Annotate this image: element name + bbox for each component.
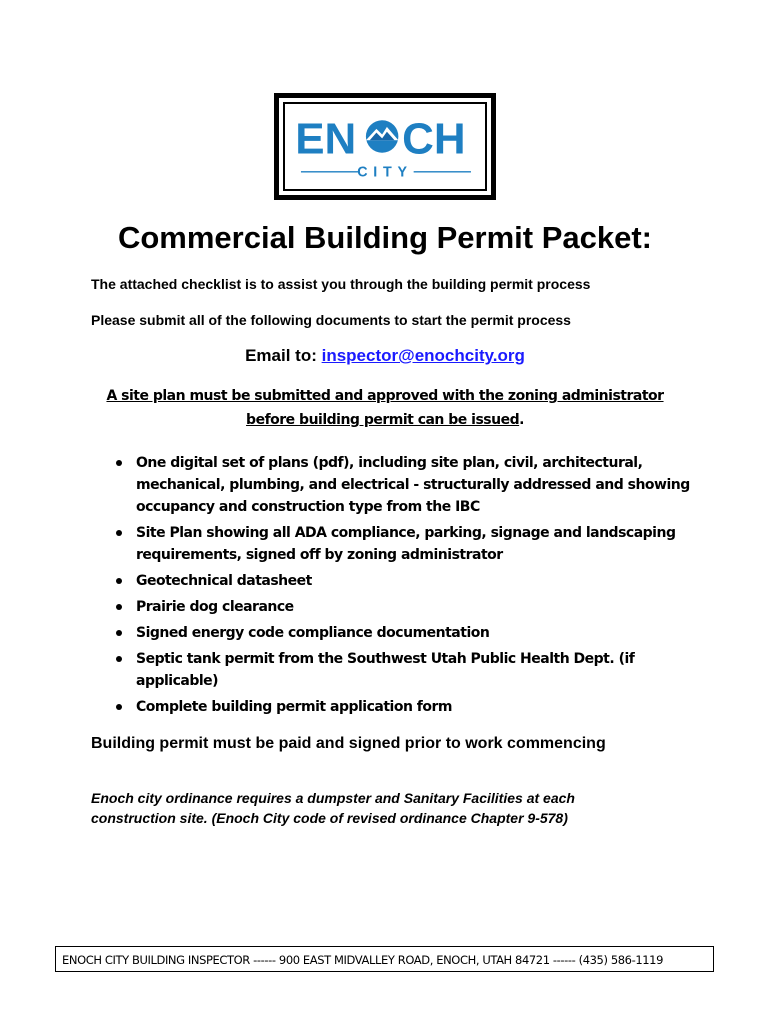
email-line (0, 346, 770, 366)
footer-contact-box: ENOCH CITY BUILDING INSPECTOR ------ 900 EAST MIDVALLEY ROAD, ENOCH, UTAH 84721 ------ (435) 586-1119 (55, 946, 714, 972)
checklist-item-site-plan: Site Plan showing all ADA compliance, parking, signage and landscaping requirements, signed off by zoning administrator (112, 522, 692, 566)
ordinance-notice: Enoch city ordinance requires a dumpster and Sanitary Facilities at each construction site. (Enoch City code of revised ordinance Chapter 9-578) (91, 790, 575, 826)
page-title: Commercial Building Permit Packet: (117, 220, 653, 255)
site-plan-notice-text: A site plan must be submitted and approved with the zoning administrator before building permit can be issued (106, 388, 664, 428)
checklist-item-application-form: Complete building permit application form (112, 696, 692, 718)
document-checklist (112, 452, 692, 722)
logo-graphic (285, 104, 485, 189)
checklist-item-plans: One digital set of plans (pdf), including site plan, civil, architectural, mechanical, plumbing, and electrical - structurally addressed and showing occupancy and construction type from the IBC (112, 452, 692, 518)
intro-checklist-line: The attached checklist is to assist you through the building permit process (91, 276, 591, 292)
logo-word-left: EN (295, 114, 357, 164)
email-link[interactable]: inspector@enochcity.org (321, 346, 525, 365)
logo-inner-frame (283, 102, 487, 191)
mountain-sun-icon (366, 120, 398, 152)
enoch-city-logo (274, 93, 496, 200)
intro-submit-line: Please submit all of the following documents to start the permit process (91, 312, 571, 328)
logo-subtitle: CITY (357, 164, 413, 181)
checklist-item-geotechnical: Geotechnical datasheet (112, 570, 692, 592)
checklist-item-septic: Septic tank permit from the Southwest Utah Public Health Dept. (if applicable) (112, 648, 692, 692)
email-label: Email to: (245, 346, 322, 365)
site-plan-notice-period: . (519, 412, 524, 428)
paid-notice: Building permit must be paid and signed prior to work commencing (91, 735, 606, 752)
checklist-item-energy-code: Signed energy code compliance documentation (112, 622, 692, 644)
checklist-item-prairie-dog: Prairie dog clearance (112, 596, 692, 618)
site-plan-notice (90, 384, 680, 432)
logo-word-right: CH (402, 114, 466, 164)
